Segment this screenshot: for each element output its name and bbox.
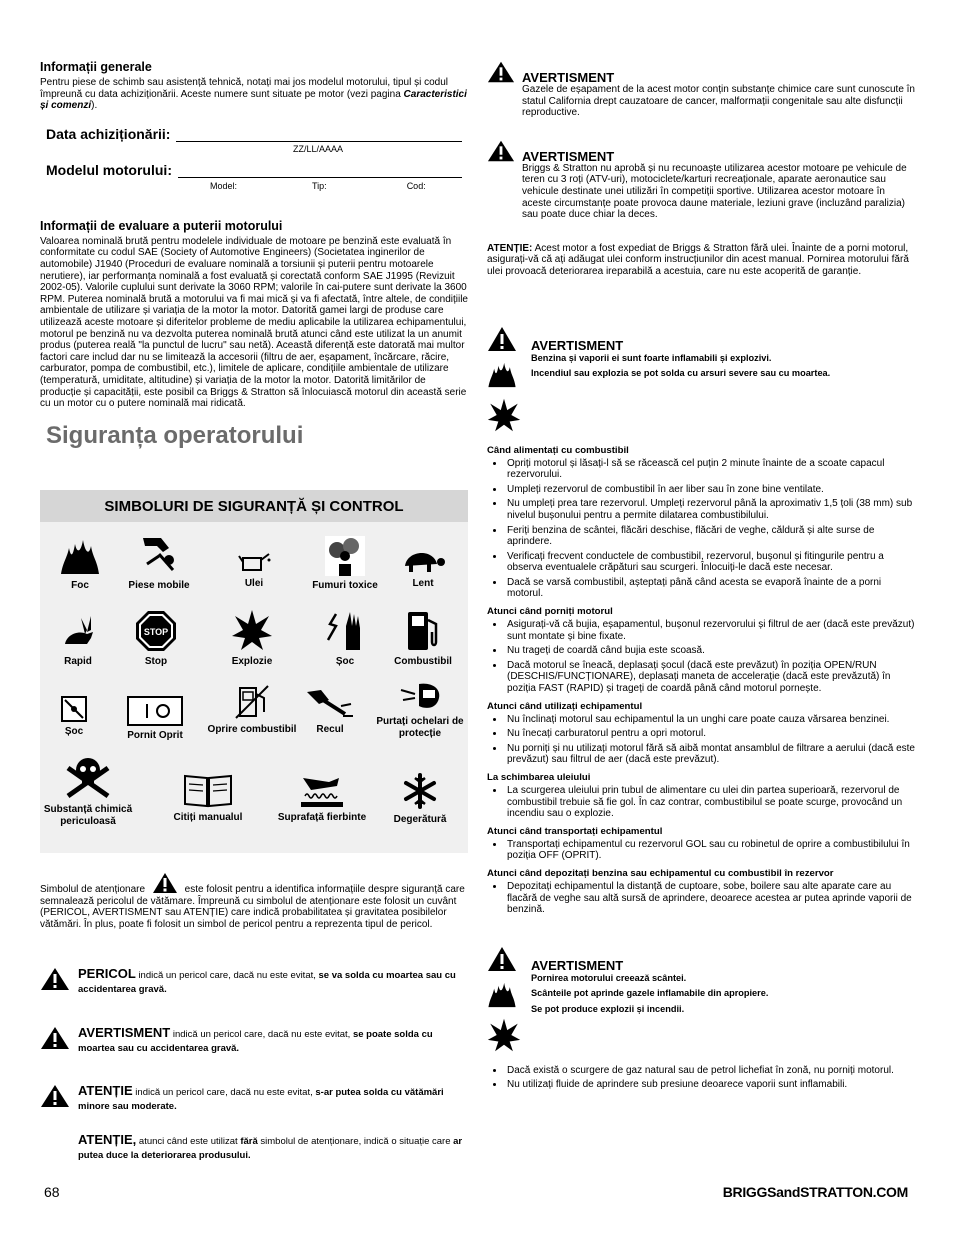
symbol-toxic-fumes bbox=[300, 536, 390, 592]
warning-title: AVERTISMENT bbox=[531, 337, 624, 353]
purchase-date-label: Data achiziționării: bbox=[46, 125, 171, 142]
turtle-icon bbox=[399, 544, 447, 574]
purchase-date-row bbox=[40, 126, 468, 142]
fueling-title: Când alimentați cu combustibil bbox=[487, 444, 629, 456]
symbol-oil bbox=[209, 546, 299, 590]
stop-sign-icon bbox=[135, 610, 177, 652]
power-rating-text: Valoarea nominală brută pentru modelele individuale de motoare pe benzină este evaluată în conformitate cu codul SAE (Society of Automotive Engineers) (Societatea inginerilor de automobile) J1940 (Proceduri de evaluare nominală a torsiunii și puterii pentru motoarele nerutiere), iar performanța nominală a fost evaluată și corectată conform SAE J1995 (Revizuit 2002-05). Valorile cuplului sunt derivate la 3060 RPM; valorile în cai-putere sunt derivate la 3600 RPM. Puterea nominală brută a motorului va fi mai mică și va fi afectată, între altele, de condițiile ambientale de utilizare și variația de la motor la motor. Datorită gamei largi de produse care utilizează aceste motoare și diferitelor probleme de mediu aplicabile la utilizarea echipamentului, motorul pe benzină nu va dezvolta puterea nominală brută atunci când este utilizat la un anumit produs (puterea reală "la punctul de lucru" sau netă). Această diferență este datorată mai multor factori care includ dar nu se limitează la accesorii (filtru de aer, eșapament, încărcare, răcire, carburator, pompa de combustibil, etc.), limitele de aplicare, condițiile ambientale de utilizare (temperatură, umiditate, altitudine) și variația de la motor la motor. Datorită limitărilor de producție și capacității, este posibil ca Briggs & Stratton să înlocuiască motorul din această serie cu un motor cu o putere nominală mai ridicată. bbox=[40, 235, 468, 410]
alert-text-rest: este folosit pentru a identifica informațiile despre siguranță care semnalează pericolul de vătămare. Împreună cu simbolul de atenționare este folosit un cuvânt (PERICOL, AVERTISMENT sau ATENȚIE) care indică probabilitatea și gravitatea posibilelor vătămări. În plus, poate fi folosit un simbol de pericol pentru a reprezenta tipul de pericol. bbox=[40, 884, 465, 930]
operating-title: Atunci când utilizați echipamentul bbox=[487, 700, 643, 712]
alert-triangle-icon bbox=[487, 946, 517, 972]
starting-list bbox=[487, 619, 915, 695]
warning-title: AVERTISMENT bbox=[522, 148, 615, 164]
warning-definition: AVERTISMENT indică un pericol care, dacă nu este evitat, se poate solda cu moartea sau cu accidentarea gravă. bbox=[40, 1026, 468, 1056]
type-sub-label: Tip: bbox=[312, 180, 327, 191]
purchase-date-line bbox=[176, 127, 462, 142]
toxic-fumes-icon bbox=[325, 536, 365, 576]
symbol-goggles bbox=[370, 680, 470, 739]
symbol-label: Foc bbox=[71, 580, 89, 591]
code-sub-label: Cod: bbox=[406, 180, 426, 191]
alert-triangle-icon bbox=[487, 326, 517, 352]
storage-list bbox=[487, 881, 915, 916]
operator-safety-title: Siguranța operatorului bbox=[46, 421, 304, 449]
symbol-frostbite bbox=[375, 772, 465, 826]
operating-list bbox=[487, 714, 915, 766]
symbol-on-off bbox=[110, 696, 200, 742]
choke-icon bbox=[61, 696, 87, 722]
fire-icon bbox=[487, 981, 517, 1009]
model-subfields bbox=[40, 181, 468, 191]
symbol-label: Lent bbox=[412, 578, 434, 589]
symbol-read-manual bbox=[163, 772, 253, 824]
symbol-label: Șoc bbox=[335, 656, 355, 667]
symbol-moving-parts bbox=[114, 534, 204, 592]
safety-symbols-header: SIMBOLURI DE SIGURANȚĂ ȘI CONTROL bbox=[40, 490, 468, 522]
caution-no-symbol-definition: ATENȚIE, atunci când este utilizat fără simbolul de atenționare, indică o situație care ar putea duce la deteriorarea produsului. bbox=[78, 1132, 463, 1161]
symbol-label: Fumuri toxice bbox=[312, 580, 378, 591]
kickback-icon bbox=[305, 686, 355, 720]
fire-icon bbox=[487, 361, 517, 389]
list-item: • Dacă există o scurgere de gaz natural sau de petrol lichefiat în zonă, nu porniți motorul. bbox=[505, 1065, 915, 1077]
list-item: • Feriți benzina de scântei, flăcări deschise, flăcări de veghe, căldură și alte surse de aprindere. bbox=[505, 525, 915, 548]
explosion-icon bbox=[487, 396, 521, 434]
electric-shock-icon bbox=[324, 608, 366, 652]
hot-surface-icon bbox=[299, 774, 345, 808]
symbol-label: Piese mobile bbox=[128, 580, 190, 591]
skull-crossbones-icon bbox=[64, 756, 112, 800]
list-item: • Nu trageți de coardă când bujia este scoasă. bbox=[505, 645, 915, 657]
symbol-hot-surface bbox=[272, 774, 372, 824]
caution-word: ATENȚIE, bbox=[78, 1132, 137, 1147]
oil-change-list bbox=[487, 785, 915, 820]
symbol-stop bbox=[111, 610, 201, 668]
alert-triangle-icon bbox=[152, 872, 178, 894]
alert-symbol-explanation bbox=[40, 872, 468, 930]
no-oil-caution: ATENȚIE: Acest motor a fost expediat de Briggs & Stratton fără ulei. Înainte de a porni motorul, asigurați-vă că ați adăugat ulei conform instrucțiunilor din acest manual. Pornirea motorului fără ulei provoacă deteriorarea ireparabilă a acestuia, care nu este acoperită de garanție. bbox=[487, 242, 909, 277]
symbol-fuel bbox=[378, 608, 468, 668]
symbol-label: Rapid bbox=[64, 656, 92, 667]
warning-text: Gazele de eșapament de la acest motor conțin substanțe chimice care sunt cunoscute în statul California drept cauzatoare de cancer, malformații congenitale sau alte disfuncții reproductive. bbox=[522, 84, 915, 119]
alert-triangle-icon bbox=[40, 1026, 70, 1050]
warning-title: AVERTISMENT bbox=[531, 957, 624, 973]
alert-triangle-icon bbox=[40, 967, 70, 991]
date-format: ZZ/LL/AAAA bbox=[293, 143, 344, 154]
engine-model-row bbox=[40, 162, 468, 178]
list-item: • Umpleți rezervorul de combustibil în aer liber sau în zone bine ventilate. bbox=[505, 484, 915, 496]
safety-goggles-icon bbox=[397, 680, 443, 712]
symbol-explosion bbox=[207, 608, 297, 668]
list-item: • Nu umpleți prea tare rezervorul. Umpleți rezervorul până la aproximativ 1,5 țoli (38 mm) sub nivelul bușonului pentru a permite dilatarea combustibilului. bbox=[505, 498, 915, 521]
moving-parts-icon bbox=[139, 534, 179, 576]
symbol-label: Suprafață fierbinte bbox=[277, 812, 367, 823]
power-rating-title: Informații de evaluare a puterii motorului bbox=[40, 218, 283, 233]
caution-word: ATENȚIE bbox=[78, 1083, 133, 1098]
fuel-pump-icon bbox=[402, 608, 444, 652]
on-off-switch-icon bbox=[127, 696, 183, 726]
symbol-choke bbox=[29, 696, 119, 738]
list-item: • Opriți motorul și lăsați-l să se răcească cel puțin 2 minute înainte de a scoate capacul rezervorului. bbox=[505, 458, 915, 481]
general-info-title: Informații generale bbox=[40, 60, 152, 74]
symbol-label: Explozie bbox=[231, 656, 273, 667]
fuel-shutoff-icon bbox=[234, 684, 270, 720]
warning-california bbox=[487, 60, 915, 119]
list-item: • Depozitați echipamentul la distanță de cuptoare, sobe, boilere sau alte aparate care au flacără de veghe sau altă sursă de aprindere, deoarece acestea ar putea aprinde vaporii de benzină. bbox=[505, 881, 915, 916]
list-item: • La scurgerea uleiului prin tubul de alimentare cu ulei din partea superioară, rezervorul de combustibil trebuie să fie gol. În caz contrar, combustibilul se poate scurge, provocând un incendiu sau o explozie. bbox=[505, 785, 915, 820]
brand-website[interactable]: BRIGGSandSTRATTON.COM bbox=[722, 1184, 908, 1200]
storage-title: Atunci când depozitați benzina sau echipamentul cu combustibil în rezervor bbox=[487, 867, 834, 879]
list-item: • Nu înecați carburatorul pentru a opri motorul. bbox=[505, 728, 915, 740]
symbol-label: Degerătură bbox=[393, 814, 447, 825]
symbol-label: Citiți manualul bbox=[173, 812, 243, 823]
symbol-fire bbox=[35, 538, 125, 592]
list-item: • Dacă motorul se îneacă, deplasați șocul (dacă este prevăzut) în poziția OPEN/RUN (DESCHIS/FUNCȚIONARE), deplasați maneta de accelerație (dacă este prevăzută) în poziția FAST (RAPID) și trageți de coardă până când motorul pornește. bbox=[505, 660, 915, 695]
transport-list bbox=[487, 839, 915, 862]
symbol-slow bbox=[378, 544, 468, 590]
symbol-shock bbox=[300, 608, 390, 668]
engine-model-label: Modelul motorului: bbox=[46, 161, 172, 178]
list-item: • Dacă se varsă combustibil, așteptați până când acesta se evaporă înainte de a porni motorul. bbox=[505, 577, 915, 600]
snowflake-icon bbox=[401, 772, 439, 810]
alert-triangle-icon bbox=[487, 139, 515, 163]
caution-definition: ATENȚIE indică un pericol care, dacă nu este evitat, s-ar putea solda cu vătămări minore sau moderate. bbox=[40, 1084, 468, 1114]
warning-gasoline: AVERTISMENT Benzina și vaporii ei sunt foarte inflamabili și explozivi. Incendiul sau explozia se pot solda cu arsuri severe sau cu moartea. bbox=[487, 326, 915, 439]
symbol-hazardous-chemical bbox=[36, 756, 140, 827]
oil-change-title: La schimbarea uleiului bbox=[487, 772, 591, 783]
danger-definition: PERICOL indică un pericol care, dacă nu este evitat, se va solda cu moartea sau cu accidentarea gravă. bbox=[40, 967, 468, 997]
open-book-icon bbox=[183, 772, 233, 808]
symbol-fuel-shutoff bbox=[207, 684, 297, 736]
symbol-label: Șoc bbox=[64, 726, 84, 737]
alert-text-start: Simbolul de atenționare bbox=[40, 884, 146, 895]
right-column bbox=[487, 60, 915, 1094]
transport-title: Atunci când transportați echipamentul bbox=[487, 825, 663, 837]
symbol-label: Combustibil bbox=[394, 656, 452, 667]
engine-model-line bbox=[178, 163, 462, 178]
fueling-list bbox=[487, 458, 915, 601]
symbol-kickback bbox=[285, 686, 375, 736]
warning-word: AVERTISMENT bbox=[78, 1025, 171, 1040]
symbol-label: Ulei bbox=[244, 578, 264, 589]
svg-text:STOP: STOP bbox=[143, 627, 169, 637]
page-number: 68 bbox=[44, 1184, 60, 1200]
date-format-row bbox=[40, 144, 468, 154]
list-item: • Nu utilizați fluide de aprindere sub presiune deoarece vaporii sunt inflamabili. bbox=[505, 1079, 915, 1091]
fire-icon bbox=[59, 538, 101, 576]
warning-title: AVERTISMENT bbox=[522, 70, 615, 85]
list-item: • Transportați echipamentul cu rezervorul GOL sau cu robinetul de oprire a combustibilului în poziția OFF (OPRIT). bbox=[505, 839, 915, 862]
symbol-label: Purtați ochelari de protecție bbox=[376, 716, 464, 739]
symbol-label: Substanță chimică periculoasă bbox=[43, 804, 133, 827]
oil-can-icon bbox=[237, 546, 271, 574]
model-sub-label: Model: bbox=[210, 180, 238, 191]
explosion-icon bbox=[231, 608, 273, 652]
warning-text: Briggs & Stratton nu aprobă și nu recunoaște utilizarea acestor motoare pe vehicule de teren cu 3 roți (ATV-uri), motociclete/karturi recreaționale, aparate aeronautice sau vehicule destinate unei utilizări în competiții sportive. Utilizarea acestor motoare în aceste circumstanțe poate provoca daune materiale, leziuni grave (incluzând paralizia) sau poate duce chiar la deces. bbox=[522, 162, 907, 221]
symbol-label: Pornit Oprit bbox=[127, 730, 183, 741]
warning-sparks: AVERTISMENT Pornirea motorului creează scântei. Scânteile pot aprinde gazele inflamabile din apropiere. Se pot produce explozii și incendii. bbox=[487, 946, 915, 1059]
left-column bbox=[40, 60, 468, 1161]
list-item: • Nu înclinați motorul sau echipamentul la un unghi care poate cauza vărsarea benzinei. bbox=[505, 714, 915, 726]
starting-title: Atunci când porniți motorul bbox=[487, 606, 613, 618]
rabbit-icon bbox=[59, 614, 97, 652]
symbol-fast bbox=[33, 614, 123, 668]
symbol-label: Oprire combustibil bbox=[207, 724, 297, 735]
alert-triangle-icon bbox=[487, 60, 515, 84]
alert-triangle-icon bbox=[40, 1084, 70, 1108]
symbol-label: Stop bbox=[144, 656, 168, 667]
symbol-label: Recul bbox=[316, 724, 344, 735]
final-warning-list bbox=[487, 1065, 915, 1091]
warning-atv bbox=[487, 139, 915, 221]
safety-symbols-box bbox=[40, 490, 468, 853]
list-item: • Asigurați-vă că bujia, eșapamentul, bușonul rezervorului și filtrul de aer (dacă este prevăzut) sunt montate și bine fixate. bbox=[505, 619, 915, 642]
explosion-icon bbox=[487, 1016, 521, 1054]
general-info-text: Pentru piese de schimb sau asistență tehnică, notați mai jos modelul motorului, tipul și codul împreună cu data achiziționării. Aceste numere sunt situate pe motor (vezi pagina Caracteristici și comenzi). bbox=[40, 77, 467, 112]
danger-word: PERICOL bbox=[78, 966, 136, 981]
list-item: • Nu porniți și nu utilizați motorul fără să aibă montat ansamblul de filtrare a aerului (dacă este prevăzut) sau filtrul de aer (dacă este prevăzut). bbox=[505, 743, 915, 766]
list-item: • Verificați frecvent conductele de combustibil, rezervorul, bușonul și fitingurile pentru a observa eventualele crăpături sau scurgeri. Înlocuiți-le dacă este necesar. bbox=[505, 551, 915, 574]
